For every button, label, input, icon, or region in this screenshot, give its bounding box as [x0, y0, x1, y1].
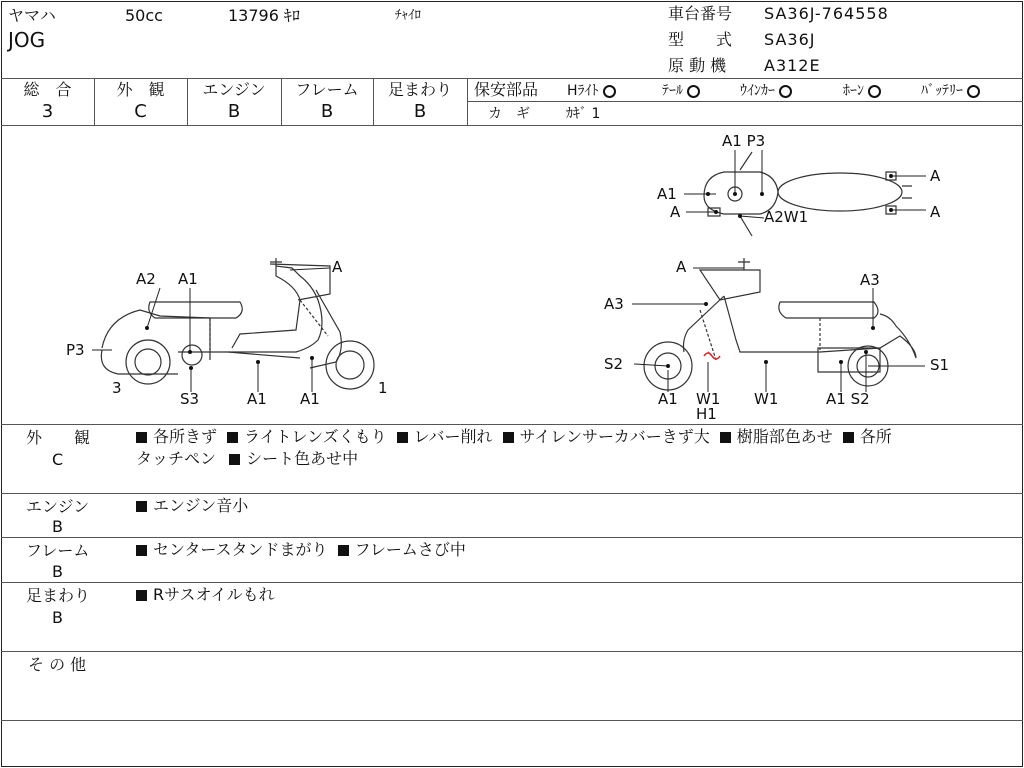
key-label: カ ギ — [488, 106, 530, 122]
note-exterior-items: 各所きず ライトレンズくもり レバー削れ サイレンサーカバーきず大 樹脂部色あせ 各所 — [136, 426, 1016, 448]
label-w1-mid: W1 — [754, 390, 779, 408]
label-a-left-top: A — [670, 203, 681, 221]
label-a1-bottom: A1 — [658, 390, 678, 408]
engine-model: A312E — [764, 56, 821, 75]
note-exterior-label: 外 観 — [26, 428, 91, 447]
frame-grade: B — [320, 101, 334, 122]
label-s3: S3 — [180, 390, 200, 408]
label-a-top: A — [676, 258, 687, 276]
label-a1-top: A1 — [178, 270, 198, 288]
label-w1: W1 — [696, 390, 721, 408]
total-grade: 3 — [41, 101, 54, 122]
note-suspension-items: Rサスオイルもれ — [136, 584, 275, 606]
exterior-grade: C — [134, 101, 147, 122]
label-h1: H1 — [696, 405, 717, 423]
label-3: 3 — [112, 379, 122, 397]
label-a-handle: A — [332, 258, 343, 276]
note-exterior-line2: タッチペン シート色あせ中 — [136, 449, 359, 468]
battery-status: ﾊﾞｯﾃﾘｰ — [921, 81, 980, 101]
label-s1: S1 — [930, 356, 950, 374]
total-label: 総 合 — [23, 80, 72, 99]
label-1: 1 — [378, 379, 388, 397]
label-s2-left: S2 — [604, 355, 624, 373]
label-a1-mid: A1 — [247, 390, 267, 408]
type-value: SA36J — [764, 30, 816, 49]
exterior-label: 外 観 — [116, 80, 165, 99]
note-engine-label: エンジン — [26, 497, 90, 516]
note-engine-items: エンジン音小 — [136, 495, 248, 517]
label-a1-s2: A1 S2 — [826, 390, 870, 408]
note-engine-grade: B — [52, 517, 63, 536]
headlight-status: Hﾗｲﾄ — [567, 81, 616, 101]
label-a1-topview: A1 — [657, 185, 677, 203]
label-a3-right: A3 — [860, 271, 880, 289]
tail-status: ﾃｰﾙ — [662, 81, 700, 101]
engine-model-label: 原 動 機 — [668, 56, 727, 75]
note-exterior-grade: C — [52, 450, 64, 469]
safety-label: 保安部品 — [474, 80, 539, 99]
engine-grade: B — [227, 101, 241, 122]
note-suspension-label: 足まわり — [26, 586, 91, 605]
engine-label: エンジン — [202, 80, 266, 99]
frame-no: SA36J-764558 — [764, 4, 889, 23]
suspension-grade: B — [413, 101, 427, 122]
note-other-label: そ の 他 — [28, 655, 87, 674]
label-a-tr: A — [930, 167, 941, 185]
note-frame-grade: B — [52, 562, 63, 581]
label-a2w1: A2W1 — [764, 208, 809, 226]
suspension-label: 足まわり — [387, 80, 452, 99]
note-frame-items: センタースタンドまがり フレームさび中 — [136, 539, 476, 561]
frame-label: フレーム — [295, 80, 359, 99]
label-a3-left: A3 — [604, 295, 624, 313]
label-a1-right: A1 — [300, 390, 320, 408]
color: ﾁｬｲﾛ — [395, 8, 421, 23]
maker: ヤマハ — [8, 6, 56, 25]
horn-status: ﾎｰﾝ — [843, 81, 881, 101]
note-frame-label: フレーム — [26, 541, 90, 560]
winker-status: ｳｲﾝｶｰ — [740, 81, 792, 101]
key-value: ｶｷﾞ 1 — [566, 106, 601, 122]
type-label: 型 式 — [668, 30, 733, 49]
scooter-damage-diagram — [0, 126, 1024, 424]
label-a1-p3-top: A1 P3 — [722, 132, 766, 150]
displacement: 50cc — [125, 6, 163, 25]
label-a2: A2 — [136, 270, 156, 288]
label-p3: P3 — [66, 341, 85, 359]
note-suspension-grade: B — [52, 608, 63, 627]
frame-no-label: 車台番号 — [668, 4, 733, 23]
mileage: 13796 ｷﾛ — [228, 6, 300, 25]
model-name: JOG — [8, 28, 46, 52]
label-a-br: A — [930, 203, 941, 221]
